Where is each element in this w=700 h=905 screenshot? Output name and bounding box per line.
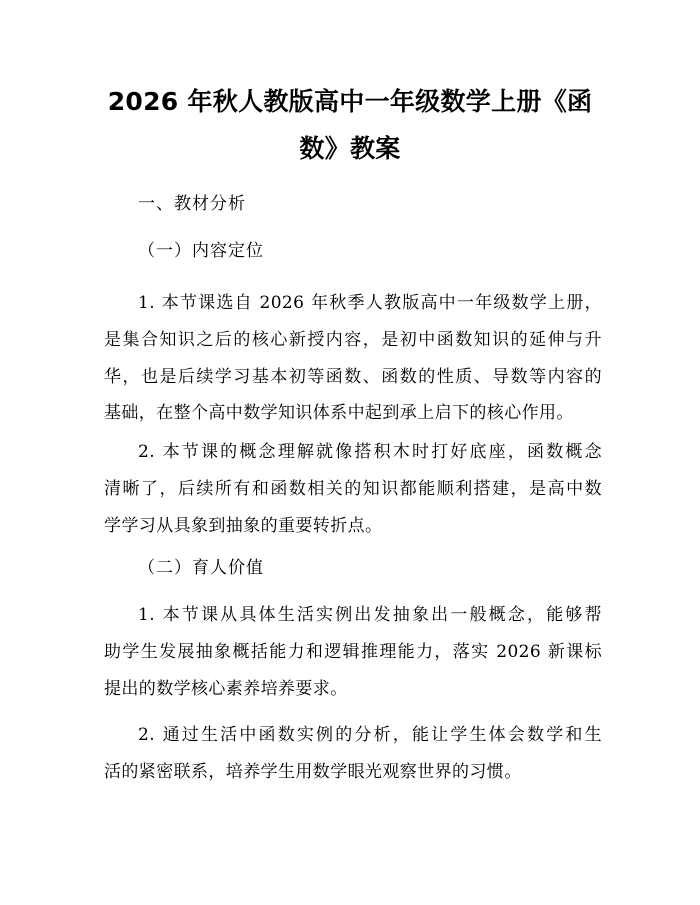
paragraph-line: 华，也是后续学习基本初等函数、函数的性质、导数等内容的 <box>104 366 602 387</box>
paragraph-line: 活的紧密联系，培养学生用数学眼光观察世界的习惯。 <box>104 761 522 782</box>
paragraph-content-positioning-2 <box>104 434 602 544</box>
document-title-line-1: 2026 年秋人教版高中一年级数学上册《函 <box>107 87 593 116</box>
paragraph-content-positioning-1 <box>104 285 602 432</box>
paragraph-line: 基础，在整个高中数学知识体系中起到承上启下的核心作用。 <box>104 403 574 424</box>
paragraph-line: 学学习从具象到抽象的重要转折点。 <box>104 515 383 536</box>
subsection-heading-educational-value: （二）育人价值 <box>138 558 264 578</box>
paragraph-line: 提出的数学核心素养培养要求。 <box>104 678 348 699</box>
document-title-line-2: 数》教案 <box>299 134 401 163</box>
section-heading-textbook-analysis: 一、教材分析 <box>138 194 246 214</box>
subsection-heading-content-positioning: （一）内容定位 <box>138 241 264 261</box>
paragraph-line: 2. 通过生活中函数实例的分析，能让学生体会数学和生 <box>138 725 602 745</box>
paragraph-line: 1. 本节课选自 2026 年秋季人教版高中一年级数学上册， <box>138 293 602 313</box>
paragraph-line: 是集合知识之后的核心新授内容，是初中函数知识的延伸与升 <box>104 329 602 350</box>
paragraph-line: 助学生发展抽象概括能力和逻辑推理能力，落实 2026 新课标 <box>104 641 602 662</box>
paragraph-line: 清晰了，后续所有和函数相关的知识都能顺利搭建，是高中数 <box>104 478 602 499</box>
paragraph-line: 2. 本节课的概念理解就像搭积木时打好底座，函数概念 <box>138 442 602 462</box>
paragraph-educational-value-1 <box>104 597 602 707</box>
paragraph-educational-value-2 <box>104 717 602 791</box>
paragraph-line: 1. 本节课从具体生活实例出发抽象出一般概念，能够帮 <box>138 605 602 625</box>
